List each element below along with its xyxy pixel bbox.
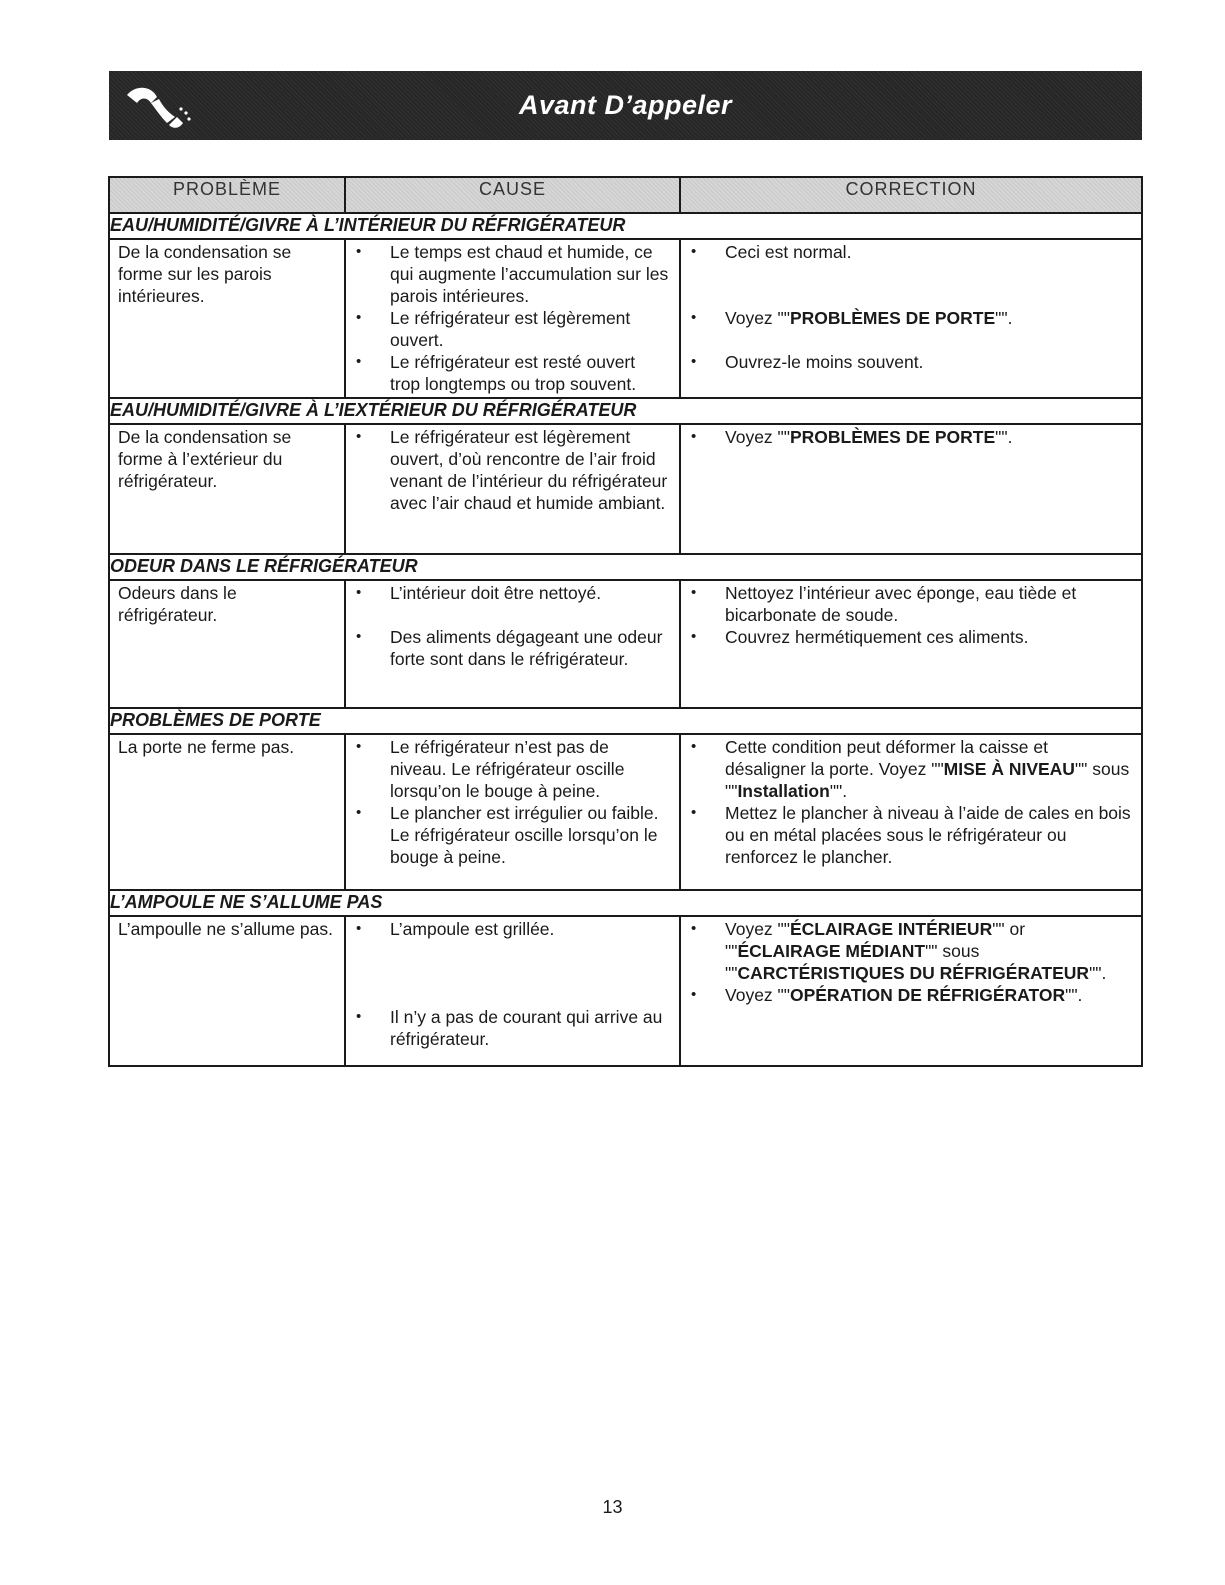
section-header-row [109,398,1142,424]
correction-text: "". [1065,985,1083,1005]
correction-text: Cette condition peut déformer la caisse et désaligner la porte. Voyez "" [725,737,1048,779]
header-correction: CORRECTION [680,177,1142,213]
correction-emphasis: MISE À NIVEAU [943,759,1075,779]
cause-item: • Il n’y a pas de courant qui arrive au réfrigérateur. [346,1006,679,1050]
cause-cell [345,916,680,1066]
correction-text: Mettez le plancher à niveau à l’aide de cales en bois ou en métal placées sous le réfrigérateur ou renforcez le plancher. [725,803,1131,867]
correction-cell [680,916,1142,1066]
correction-text: Voyez "" [725,919,790,939]
cause-item: • Le réfrigérateur est légèrement ouvert, d’où rencontre de l’air froid venant de l’intérieur du réfrigérateur avec l’air chaud et humide ambiant. [346,426,679,514]
problem-cell: De la condensation se forme à l’extérieur du réfrigérateur. [109,424,345,554]
correction-text: Couvrez hermétiquement ces aliments. [725,627,1029,647]
correction-text: Voyez "" [725,308,790,328]
table-row [109,916,1142,1066]
cause-item: • L’ampoule est grillée. [346,918,679,940]
correction-emphasis: ÉCLAIRAGE INTÉRIEUR [789,919,993,939]
problem-cell: L’ampoulle ne s’allume pas. [109,916,345,1066]
correction-cell [680,424,1142,554]
correction-emphasis: ÉCLAIRAGE MÉDIANT [737,941,926,961]
section-header-row [109,213,1142,239]
problem-cell: De la condensation se forme sur les parois intérieures. [109,239,345,398]
correction-emphasis: OPÉRATION DE RÉFRIGÉRATOR [789,985,1066,1005]
page-number: 13 [602,1497,623,1517]
section-header-row [109,554,1142,580]
cause-item: • Le plancher est irrégulier ou faible. Le réfrigérateur oscille lorsqu’on le bouge à peine. [346,802,679,868]
page-banner [109,71,1142,140]
correction-emphasis: Installation [737,781,830,801]
correction-item [681,307,1141,329]
correction-emphasis: PROBLÈMES DE PORTE [789,427,996,447]
section-header-row [109,708,1142,734]
correction-item [681,426,1141,448]
correction-item [681,241,1141,263]
section-title: L’AMPOULE NE S’ALLUME PAS [109,890,1142,916]
cause-cell [345,580,680,708]
correction-cell [680,239,1142,398]
table-row [109,734,1142,890]
correction-emphasis: CARCTÉRISTIQUES DU RÉFRIGÉRATEUR [737,963,1090,983]
cause-item: • Le réfrigérateur n’est pas de niveau. Le réfrigérateur oscille lorsqu’on le bouge à peine. [346,736,679,802]
troubleshooting-table [108,176,1143,1067]
section-header-row [109,890,1142,916]
table-row [109,424,1142,554]
correction-text: "" or "" [725,919,1026,961]
correction-text: Voyez "" [725,427,790,447]
correction-text: "". [829,781,848,801]
cause-item: • Le réfrigérateur est resté ouvert trop longtemps ou trop souvent. [346,351,679,395]
problem-cell: Odeurs dans le réfrigérateur. [109,580,345,708]
correction-text: "". [995,427,1013,447]
correction-item [681,802,1141,868]
correction-cell [680,734,1142,890]
correction-item [681,351,1141,373]
section-title: ODEUR DANS LE RÉFRIGÉRATEUR [109,554,1142,580]
problem-cell: La porte ne ferme pas. [109,734,345,890]
cause-cell [345,734,680,890]
cause-item: • Des aliments dégageant une odeur forte sont dans le réfrigérateur. [346,626,679,670]
correction-item [681,984,1141,1006]
cause-item: • L’intérieur doit être nettoyé. [346,582,679,604]
correction-text: "". [1089,963,1107,983]
correction-text: "". [995,308,1013,328]
correction-text: "" sous "" [725,941,980,983]
table-header-row [109,177,1142,213]
correction-item [681,626,1141,648]
header-problem: PROBLÈME [109,177,345,213]
correction-text: Voyez "" [725,985,790,1005]
correction-text: Nettoyez l’intérieur avec éponge, eau tiède et bicarbonate de soude. [725,583,1077,625]
cause-item: • Le temps est chaud et humide, ce qui augmente l’accumulation sur les parois intérieures. [346,241,679,307]
section-title: EAU/HUMIDITÉ/GIVRE À L’INTÉRIEUR DU RÉFRIGÉRATEUR [109,213,1142,239]
cause-item: • Le réfrigérateur est légèrement ouvert. [346,307,679,351]
section-title: EAU/HUMIDITÉ/GIVRE À L’IEXTÉRIEUR DU RÉFRIGÉRATEUR [109,398,1142,424]
correction-text: Ceci est normal. [725,242,852,262]
header-cause: CAUSE [345,177,680,213]
correction-text: "" sous "" [725,759,1130,801]
table-row [109,239,1142,398]
correction-emphasis: PROBLÈMES DE PORTE [789,308,996,328]
cause-cell [345,424,680,554]
table-row [109,580,1142,708]
page-title: Avant D’appeler [518,90,733,120]
section-title: PROBLÈMES DE PORTE [109,708,1142,734]
correction-item [681,918,1141,984]
correction-text: Ouvrez-le moins souvent. [725,352,924,372]
correction-item [681,736,1141,802]
correction-item [681,582,1141,626]
phone-icon [117,77,197,133]
cause-cell [345,239,680,398]
correction-cell [680,580,1142,708]
